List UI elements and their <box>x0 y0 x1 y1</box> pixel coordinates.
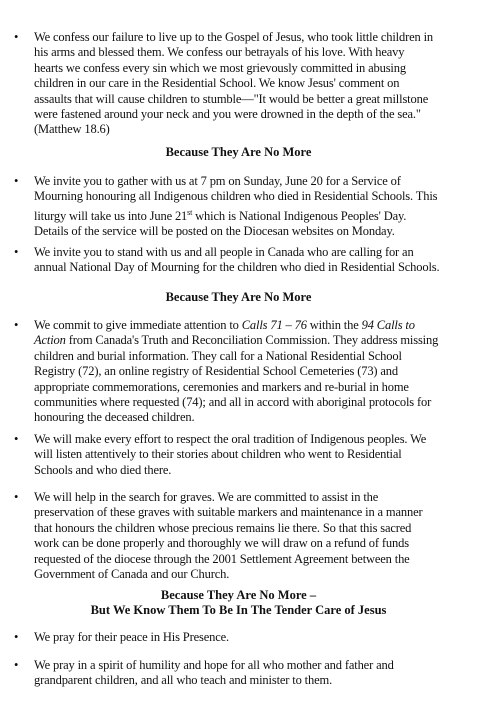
paragraph-calls-to-action: We commit to give immediate attention to Calls 71 – 76 within the 94 Calls to Action from Canada's Truth and Reconciliation Commission. They address missing children and burial information. They call for a National Residential School Registry (72), an online registry of Residential School Cemeteries (73) and appropriate commemorations, ceremonies and markers and re-burial in home communities where requested (74); and all in accord with aboriginal protocols for honouring the deceased children. <box>34 318 439 425</box>
bullet-marker: • <box>14 30 19 44</box>
bullet-marker: • <box>14 318 19 332</box>
section-heading: Because They Are No More <box>165 290 312 304</box>
paragraph-confession: We confess our failure to live up to the Gospel of Jesus, who took little children in his arms and blessed them. We confess our betrayals of his love. With heavy hearts we confess every sin which we most grievously committed in abusing children in our care in the Residential School. We know Jesus' comment on assaults that will cause children to stumble—"It would be better a great millstone were fastened around your neck and you were drowned in the depth of the sea." (Matthew 18.6) <box>34 30 434 137</box>
list-item-search-for-graves <box>14 490 466 582</box>
bullet-marker: • <box>14 658 19 672</box>
list-item-pray-humility <box>14 658 466 689</box>
section-heading-tender-care: Because They Are No More – But We Know Them To Be In The Tender Care of Jesus <box>90 588 387 617</box>
list-item-confession <box>14 30 466 138</box>
paragraph-pray-peace: We pray for their peace in His Presence. <box>34 630 229 644</box>
list-item-pray-peace <box>14 630 466 645</box>
bullet-marker: • <box>14 245 19 259</box>
paragraph-service-of-mourning: We invite you to gather with us at 7 pm on Sunday, June 20 for a Service of Mourning honouring all Indigenous children who died in Residential Schools. This liturgy will take us into June 21st which is National Indigenous Peoples' Day. Details of the service will be posted on the Diocesan websites on Monday. <box>34 174 438 239</box>
bullet-marker: • <box>14 432 19 446</box>
list-item-calls-to-action <box>14 318 466 426</box>
paragraph-search-for-graves: We will help in the search for graves. We are committed to assist in the preservation of these graves with suitable markers and maintenance in a manner that honours the children whose precious remains lie there. So that this sacred work can be done properly and thoroughly we will draw on a refund of funds requested of the diocese through the 2001 Settlement Agreement between the Government of Canada and our Church. <box>34 490 423 582</box>
bullet-marker: • <box>14 490 19 504</box>
bullet-marker: • <box>14 630 19 644</box>
paragraph-pray-humility: We pray in a spirit of humility and hope for all who mother and father and grandparent children, and all who teach and minister to them. <box>34 658 394 688</box>
paragraph-oral-tradition: We will make every effort to respect the oral tradition of Indigenous peoples. We will listen attentively to their stories about children who went to Residential Schools and who died there. <box>34 432 427 477</box>
list-item-service-of-mourning <box>14 174 466 240</box>
list-item-oral-tradition <box>14 432 466 478</box>
section-heading: Because They Are No More <box>165 145 312 159</box>
paragraph-day-of-mourning: We invite you to stand with us and all people in Canada who are calling for an annual National Day of Mourning for the children who died in Residential Schools. <box>34 245 440 275</box>
bullet-marker: • <box>14 174 19 188</box>
list-item-day-of-mourning <box>14 245 466 276</box>
